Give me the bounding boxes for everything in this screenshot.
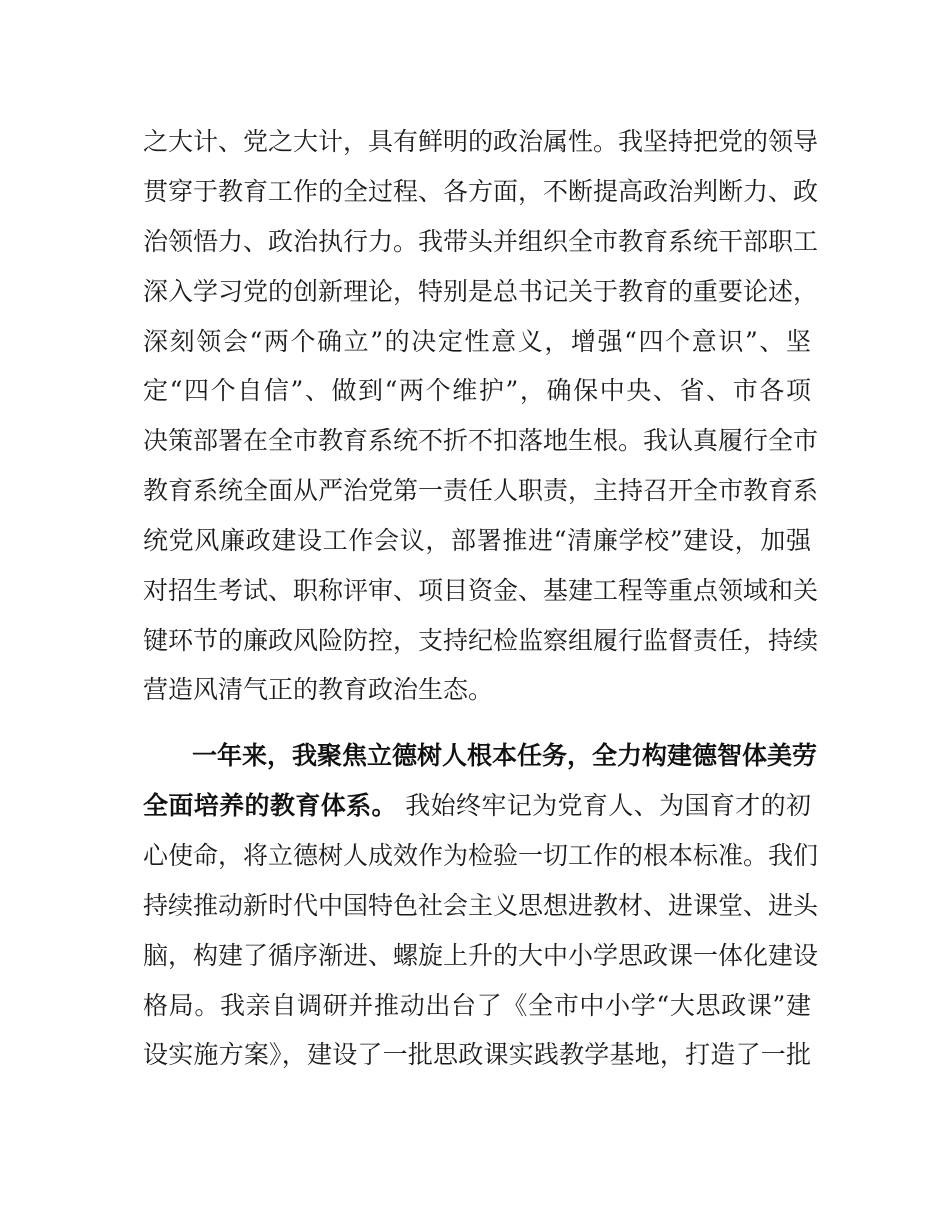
paragraph2-line-2-rest: 我始终牢记为党育人、为国育才的初 xyxy=(396,791,811,820)
paragraph2-heading-line-1: 一年来，我聚焦立德树人根本任务，全力构建德智体美劳 xyxy=(192,741,818,770)
paragraph1-line-1: 之大计、党之大计，具有鲜明的政治属性。我坚持把党的领导 xyxy=(143,127,819,156)
paragraph2-line-6: 格局。我亲自调研并推动出台了《全市中小学“大思政课”建 xyxy=(143,991,811,1020)
paragraph1-line-12: 营造风清气正的教育政治生态。 xyxy=(143,675,494,704)
paragraph2-line-5: 脑，构建了循序渐进、螺旋上升的大中小学思政课一体化建设 xyxy=(143,941,819,970)
paragraph1-line-11: 键环节的廉政风险防控，支持纪检监察组履行监督责任，持续 xyxy=(143,626,819,655)
paragraph1-line-7: 决策部署在全市教育系统不折不扣落地生根。我认真履行全市 xyxy=(143,426,819,455)
paragraph2-line-4: 持续推动新时代中国特色社会主义思想进教材、进课堂、进头 xyxy=(143,891,819,920)
paragraph1-line-9: 统党风廉政建设工作会议，部署推进“清廉学校”建设，加强 xyxy=(143,526,811,555)
paragraph1-line-5: 深刻领会“两个确立”的决定性意义，增强“四个意识”、坚 xyxy=(143,327,811,356)
paragraph2-line-3: 心使命，将立德树人成效作为检验一切工作的根本标准。我们 xyxy=(143,841,819,870)
paragraph1-line-2: 贯穿于教育工作的全过程、各方面，不断提高政治判断力、政 xyxy=(143,177,819,206)
paragraph2-line-7: 设实施方案》，建设了一批思政课实践教学基地，打造了一批 xyxy=(143,1040,811,1069)
paragraph1-line-10: 对招生考试、职称评审、项目资金、基建工程等重点领域和关 xyxy=(143,576,819,605)
paragraph1-line-4: 深入学习党的创新理论，特别是总书记关于教育的重要论述， xyxy=(143,277,819,306)
paragraph2-heading-line-2: 全面培养的教育体系。 xyxy=(143,791,397,820)
paragraph1-line-3: 治领悟力、政治执行力。我带头并组织全市教育系统干部职工 xyxy=(143,227,819,256)
paragraph1-line-8: 教育系统全面从严治党第一责任人职责，主持召开全市教育系 xyxy=(143,476,819,505)
paragraph2-line-2 xyxy=(143,786,811,826)
paragraph1-line-6: 定“四个自信”、做到“两个维护”，确保中央、省、市各项 xyxy=(143,376,811,405)
